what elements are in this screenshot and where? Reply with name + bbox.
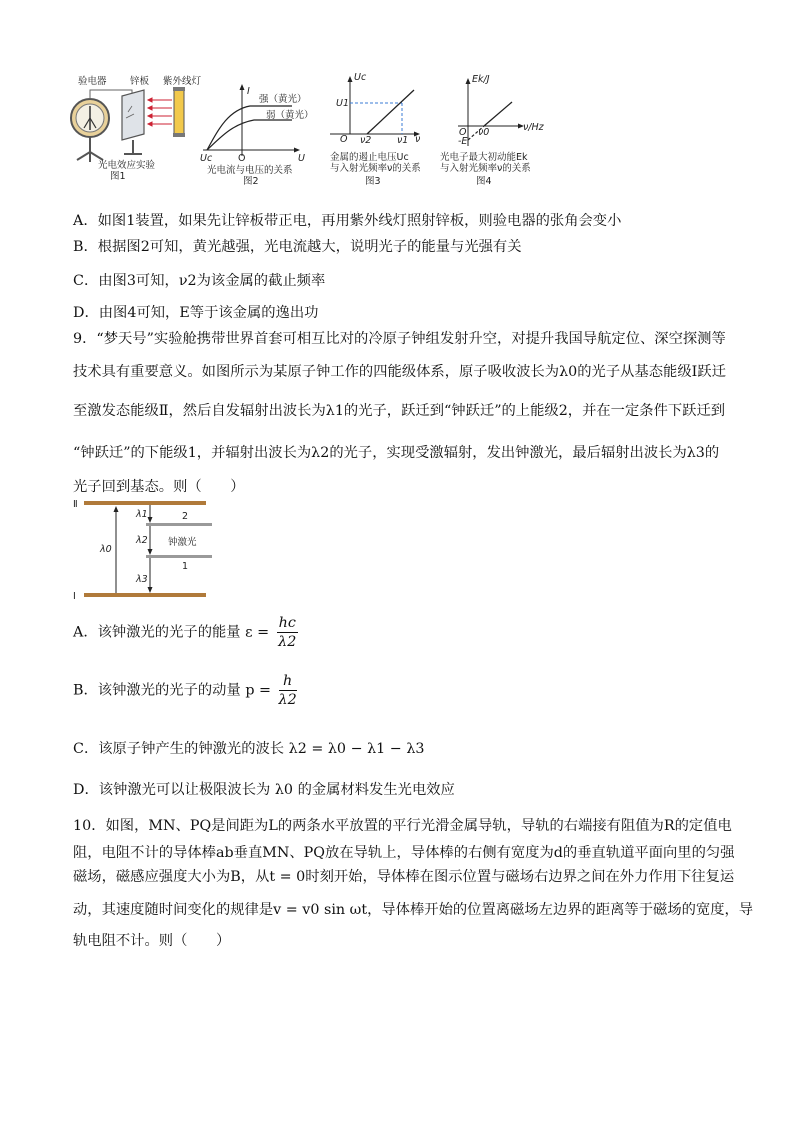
q9-option-a-fraction xyxy=(277,614,298,651)
level-II-label: Ⅱ xyxy=(73,499,78,510)
level-1-bar xyxy=(146,555,212,558)
fig2-caption: 光电流与电压的关系 xyxy=(207,165,293,176)
q9-stem-line-3: 至激发态能级Ⅱ，然后自发辐射出波长为λ1的光子，跃迁到“钟跃迁”的上能级2，并在一定条件下跃迁到 xyxy=(73,403,726,419)
q9-option-a-denominator: λ2 xyxy=(278,634,297,650)
fig1-zinc-label: 锌板 xyxy=(130,76,150,87)
fig4-origin-label: O xyxy=(459,127,467,138)
fig1-caption: 光电效应实验 xyxy=(98,160,156,171)
q9-option-b xyxy=(73,672,297,709)
fig2-axis-x-label: U xyxy=(298,153,305,164)
lambda3-label: λ3 xyxy=(136,574,148,585)
fig3-axis-y-label: Uc xyxy=(354,72,367,83)
fig3-nu1-label: ν1 xyxy=(397,135,409,146)
q10-stem-line-4: 动，其速度随时间变化的规律是v = v0 sin ωt，导体棒开始的位置离磁场左边界的距离等于磁场的宽度，导 xyxy=(73,902,754,918)
fig4-number: 图4 xyxy=(476,176,492,187)
fig2-weak-curve xyxy=(207,120,292,150)
fig4-axis-y-label: Ek/J xyxy=(472,74,490,85)
q10-stem-line-3: 磁场，磁感应强度大小为B，从t = 0时刻开始，导体棒在图示位置与磁场右边界之间在外力作用下往复运 xyxy=(73,869,735,885)
fig3-u1-label: U1 xyxy=(336,98,349,109)
fig4-caption-line1: 光电子最大初动能Ek xyxy=(440,152,528,163)
figure-4 xyxy=(440,74,545,187)
energy-level-diagram xyxy=(70,496,230,602)
q9-option-a xyxy=(73,614,298,651)
zinc-plate-icon xyxy=(122,90,144,154)
figure-3 xyxy=(330,72,421,187)
q8-option-d: D．由图4可知，E等于该金属的逸出功 xyxy=(73,305,319,321)
fig4-minus-e-label: -E xyxy=(458,136,468,147)
q10-stem-line-2: 阻，电阻不计的导体棒ab垂直MN、PQ放在导轨上，导体棒的右侧有宽度为d的垂直轨道平面向里的匀强 xyxy=(73,845,735,861)
fig1-electroscope-label: 验电器 xyxy=(78,76,107,87)
fig1-number: 图1 xyxy=(110,171,126,182)
fig1-uv-lamp-label: 紫外线灯 xyxy=(163,76,202,87)
level-I-label: Ⅰ xyxy=(73,591,76,602)
figure-2 xyxy=(200,84,314,187)
q9-stem-line-5: 光子回到基态。则（ ） xyxy=(73,479,245,495)
fig2-origin-label: O xyxy=(238,153,246,164)
fig4-axis-x-label: ν/Hz xyxy=(523,122,544,133)
fig2-axis-y-label: I xyxy=(247,86,250,97)
level-2-bar xyxy=(146,523,212,526)
lambda1-label: λ1 xyxy=(136,509,148,520)
q9-option-c: C．该原子钟产生的钟激光的波长 λ2 = λ0 − λ1 − λ3 xyxy=(73,741,425,757)
q9-stem-line-4: “钟跃迁”的下能级1，并辐射出波长为λ2的光子，实现受激辐射，发出钟激光，最后辐射出波长为λ3的 xyxy=(73,445,720,461)
fig2-number: 图2 xyxy=(243,176,259,187)
fig3-line xyxy=(367,90,414,134)
lambda2-label: λ2 xyxy=(136,535,148,546)
fig3-caption-line2: 与入射光频率ν的关系 xyxy=(330,163,421,174)
q9-option-a-prefix: A．该钟激光的光子的能量 ε = xyxy=(73,624,270,641)
fig2-strong-label: 强（黄光） xyxy=(259,94,307,105)
level-1-label: 1 xyxy=(182,561,189,572)
q9-stem-line-1: 9．“梦天号”实验舱携带世界首套可相互比对的冷原子钟组发射升空，对提升我国导航定位、深空探测等 xyxy=(73,331,726,347)
fig2-weak-label: 弱（黄光） xyxy=(266,110,314,121)
fig3-axis-x-label: ν xyxy=(415,134,421,145)
q10-stem-line-1: 10．如图，MN、PQ是间距为L的两条水平放置的平行光滑金属导轨，导轨的右端接有阻值为R的定值电 xyxy=(73,818,732,834)
fig3-nu2-label: ν2 xyxy=(360,135,372,146)
fig4-nu0-label: ν0 xyxy=(478,127,490,138)
q9-option-b-prefix: B．该钟激光的光子的动量 p = xyxy=(73,682,271,699)
level-I-bar xyxy=(84,593,206,597)
q9-option-a-numerator: hc xyxy=(278,615,296,631)
level-2-label: 2 xyxy=(182,511,189,522)
fig2-uc-label: Uc xyxy=(200,153,213,164)
uv-lamp-icon xyxy=(173,87,185,137)
fig3-number: 图3 xyxy=(365,176,381,187)
q9-stem-line-2: 技术具有重要意义。如图所示为某原子钟工作的四能级体系，原子吸收波长为λ0的光子从基态能级Ⅰ跃迁 xyxy=(73,364,726,380)
uv-rays-icon xyxy=(148,98,172,126)
q9-option-b-fraction xyxy=(279,672,297,709)
figure-1 xyxy=(71,75,202,182)
fig3-origin-label: O xyxy=(340,134,348,145)
electroscope-icon xyxy=(71,99,109,162)
q9-option-b-denominator: λ2 xyxy=(278,692,297,708)
fig4-line xyxy=(484,102,512,126)
q8-option-a: A．如图1装置，如果先让锌板带正电，再用紫外线灯照射锌板，则验电器的张角会变小 xyxy=(73,213,622,229)
q8-option-c: C．由图3可知，ν2为该金属的截止频率 xyxy=(73,273,326,289)
clock-laser-label: 钟激光 xyxy=(168,537,197,548)
lambda0-label: λ0 xyxy=(100,544,112,555)
q9-option-b-numerator: h xyxy=(279,672,297,691)
level-II-bar xyxy=(84,501,206,505)
fig3-caption-line1: 金属的遏止电压Uc xyxy=(330,152,409,163)
q8-option-b: B．根据图2可知，黄光越强，光电流越大，说明光子的能量与光强有关 xyxy=(73,239,522,255)
q10-stem-line-5: 轨电阻不计。则（ ） xyxy=(73,933,231,949)
figure-strip xyxy=(60,68,560,187)
fig4-caption-line2: 与入射光频率ν的关系 xyxy=(440,163,531,174)
q9-option-d: D．该钟激光可以让极限波长为 λ0 的金属材料发生光电效应 xyxy=(73,782,455,798)
